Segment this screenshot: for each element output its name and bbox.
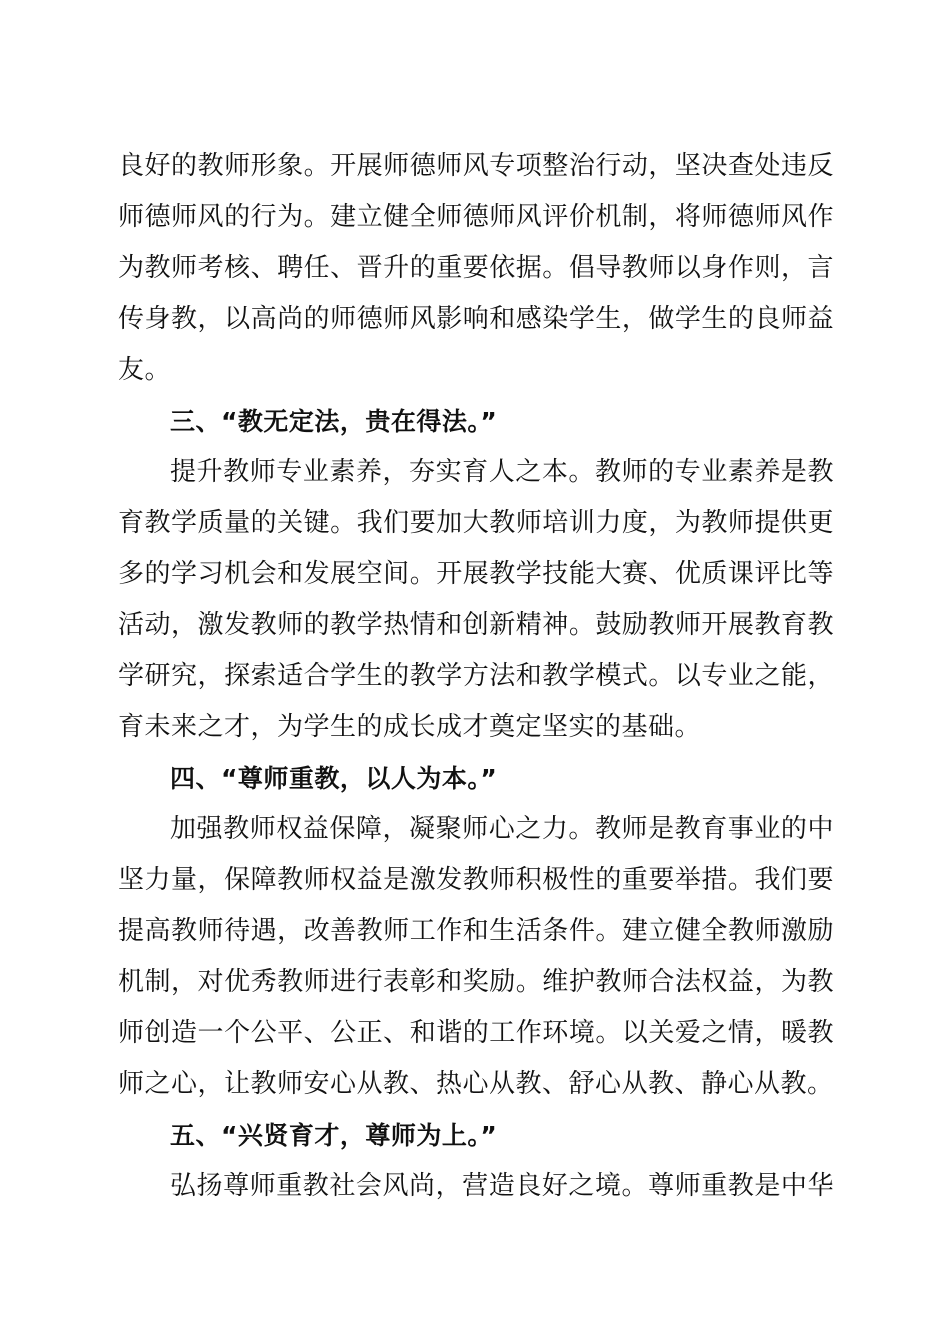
text-line: 提高教师待遇，改善教师工作和生活条件。建立健全教师激励 — [118, 916, 834, 946]
text-line: 育教学质量的关键。我们要加大教师培训力度，为教师提供更 — [118, 508, 834, 538]
text-line: 活动，激发教师的教学热情和创新精神。鼓励教师开展教育教 — [118, 610, 834, 640]
text-line: 提升教师专业素养，夯实育人之本。教师的专业素养是教 — [170, 457, 834, 487]
paragraph-teacher-rights — [118, 804, 834, 1110]
text-line: 良好的教师形象。开展师德师风专项整治行动，坚决查处违反 — [118, 151, 834, 181]
text-line: 弘扬尊师重教社会风尚，营造良好之境。尊师重教是中华 — [170, 1171, 834, 1201]
section-heading-3: 三、“教无定法，贵在得法。” — [170, 407, 498, 436]
text-line: 多的学习机会和发展空间。开展教学技能大赛、优质课评比等 — [118, 559, 834, 589]
paragraph-teacher-image — [118, 141, 834, 396]
text-line: 友。 — [118, 355, 172, 385]
text-line: 为教师考核、聘任、晋升的重要依据。倡导教师以身作则，言 — [118, 253, 834, 283]
document-body — [118, 141, 834, 1212]
text-line: 加强教师权益保障，凝聚师心之力。教师是教育事业的中 — [170, 814, 834, 844]
text-line: 机制，对优秀教师进行表彰和奖励。维护教师合法权益，为教 — [118, 967, 834, 997]
text-line: 师之心，让教师安心从教、热心从教、舒心从教、静心从教。 — [118, 1069, 834, 1099]
text-line: 坚力量，保障教师权益是激发教师积极性的重要举措。我们要 — [118, 865, 834, 895]
text-line: 传身教，以高尚的师德师风影响和感染学生，做学生的良师益 — [118, 304, 834, 334]
section-heading-4: 四、“尊师重教，以人为本。” — [170, 764, 498, 793]
paragraph-professional-literacy — [118, 447, 834, 753]
section-heading-5: 五、“兴贤育才，尊师为上。” — [170, 1121, 498, 1150]
text-line: 学研究，探索适合学生的教学方法和教学模式。以专业之能， — [118, 661, 834, 691]
text-line: 师创造一个公平、公正、和谐的工作环境。以关爱之情，暖教 — [118, 1018, 834, 1048]
paragraph-social-atmosphere — [118, 1161, 834, 1212]
text-line: 师德师风的行为。建立健全师德师风评价机制，将师德师风作 — [118, 202, 834, 232]
text-line: 育未来之才，为学生的成长成才奠定坚实的基础。 — [118, 712, 702, 742]
